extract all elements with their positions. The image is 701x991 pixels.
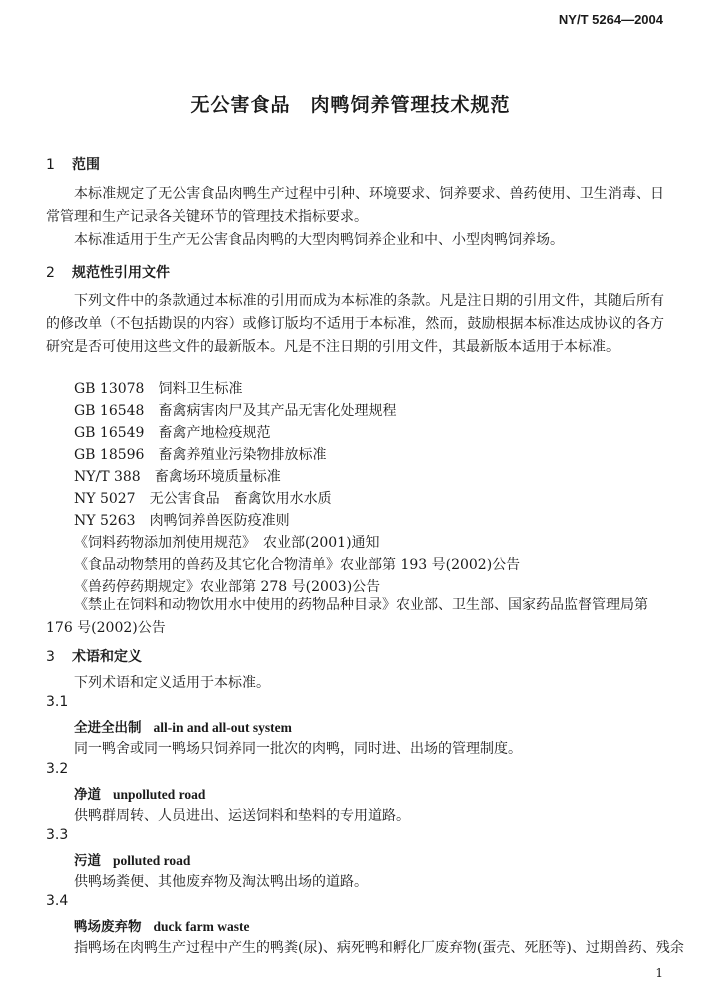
section-heading-scope — [46, 154, 100, 174]
page-title: 无公害食品 肉鸭饲养管理技术规范 — [190, 94, 511, 116]
reference-item: GB 16548 畜禽病害肉尸及其产品无害化处理规程 — [74, 403, 397, 419]
term-en: unpolluted road — [113, 787, 206, 802]
reference-item: GB 13078 饲料卫生标准 — [74, 381, 243, 397]
term-zh: 污道 — [74, 853, 101, 869]
reference-item: NY 5263 肉鸭饲养兽医防疫准则 — [74, 513, 290, 529]
term-number: 3.2 — [46, 761, 69, 777]
term-number: 3.1 — [46, 694, 69, 710]
section-number: 3 — [46, 649, 55, 665]
reference-item: NY 5027 无公害食品 畜禽饮用水水质 — [74, 491, 332, 507]
term-definition: 供鸭群周转、人员进出、运送饲料和垫料的专用道路。 — [74, 808, 410, 824]
term-entry — [74, 783, 205, 803]
term-en: all-in and all-out system — [153, 720, 292, 735]
term-definition: 指鸭场在肉鸭生产过程中产生的鸭粪(尿)、病死鸭和孵化厂废弃物(蛋壳、死胚等)、过期兽药、残余 — [74, 940, 684, 956]
term-number: 3.4 — [46, 893, 69, 909]
term-entry — [74, 716, 292, 736]
reference-item: GB 16549 畜禽产地检疫规范 — [74, 425, 271, 441]
term-zh: 净道 — [74, 787, 101, 803]
section-number: 2 — [46, 265, 55, 281]
section-title: 范围 — [72, 157, 100, 173]
term-definition: 供鸭场粪便、其他废弃物及淘汰鸭出场的道路。 — [74, 874, 368, 890]
section-heading-terms — [46, 646, 142, 666]
standard-code: NY/T 5264—2004 — [558, 12, 663, 27]
reference-item: 《饲料药物添加剂使用规范》 农业部(2001)通知 — [74, 535, 380, 551]
reference-item: 《禁止在饲料和动物饮用水中使用的药物品种目录》农业部、卫生部、国家药品监督管理局第 176 号(2002)公告 — [46, 597, 648, 636]
term-en: duck farm waste — [153, 919, 250, 934]
term-number: 3.3 — [46, 827, 69, 843]
reference-item: GB 18596 畜禽养殖业污染物排放标准 — [74, 447, 327, 463]
section-number: 1 — [46, 157, 55, 173]
term-en: polluted road — [113, 853, 191, 868]
paragraph: 下列术语和定义适用于本标准。 — [74, 675, 270, 691]
paragraph: 本标准适用于生产无公害食品肉鸭的大型肉鸭饲养企业和中、小型肉鸭饲养场。 — [74, 232, 564, 248]
page-number: 1 — [655, 966, 663, 980]
term-definition: 同一鸭舍或同一鸭场只饲养同一批次的肉鸭，同时进、出场的管理制度。 — [74, 741, 522, 757]
reference-item: NY/T 388 畜禽场环境质量标准 — [74, 469, 281, 485]
reference-item: 《食品动物禁用的兽药及其它化合物清单》农业部第 193 号(2002)公告 — [74, 557, 521, 573]
reference-item: 《兽药停药期规定》农业部第 278 号(2003)公告 — [74, 579, 381, 595]
section-heading-normative-refs — [46, 262, 170, 282]
term-zh: 全进全出制 — [74, 720, 142, 736]
term-entry — [74, 849, 190, 869]
paragraph: 下列文件中的条款通过本标准的引用而成为本标准的条款。凡是注日期的引用文件，其随后所有的修改单（不包括勘误的内容）或修订版均不适用于本标准，然而，鼓励根据本标准达成协议的各方研究是否可使用这些文件的最新版本。凡是不注日期的引用文件，其最新版本适用于本标准。 — [46, 293, 664, 355]
section-title: 规范性引用文件 — [72, 265, 170, 281]
term-zh: 鸭场废弃物 — [74, 919, 142, 935]
paragraph: 本标准规定了无公害食品肉鸭生产过程中引种、环境要求、饲养要求、兽药使用、卫生消毒、日常管理和生产记录各关键环节的管理技术指标要求。 — [46, 186, 664, 225]
section-title: 术语和定义 — [72, 649, 142, 665]
term-entry — [74, 915, 250, 935]
